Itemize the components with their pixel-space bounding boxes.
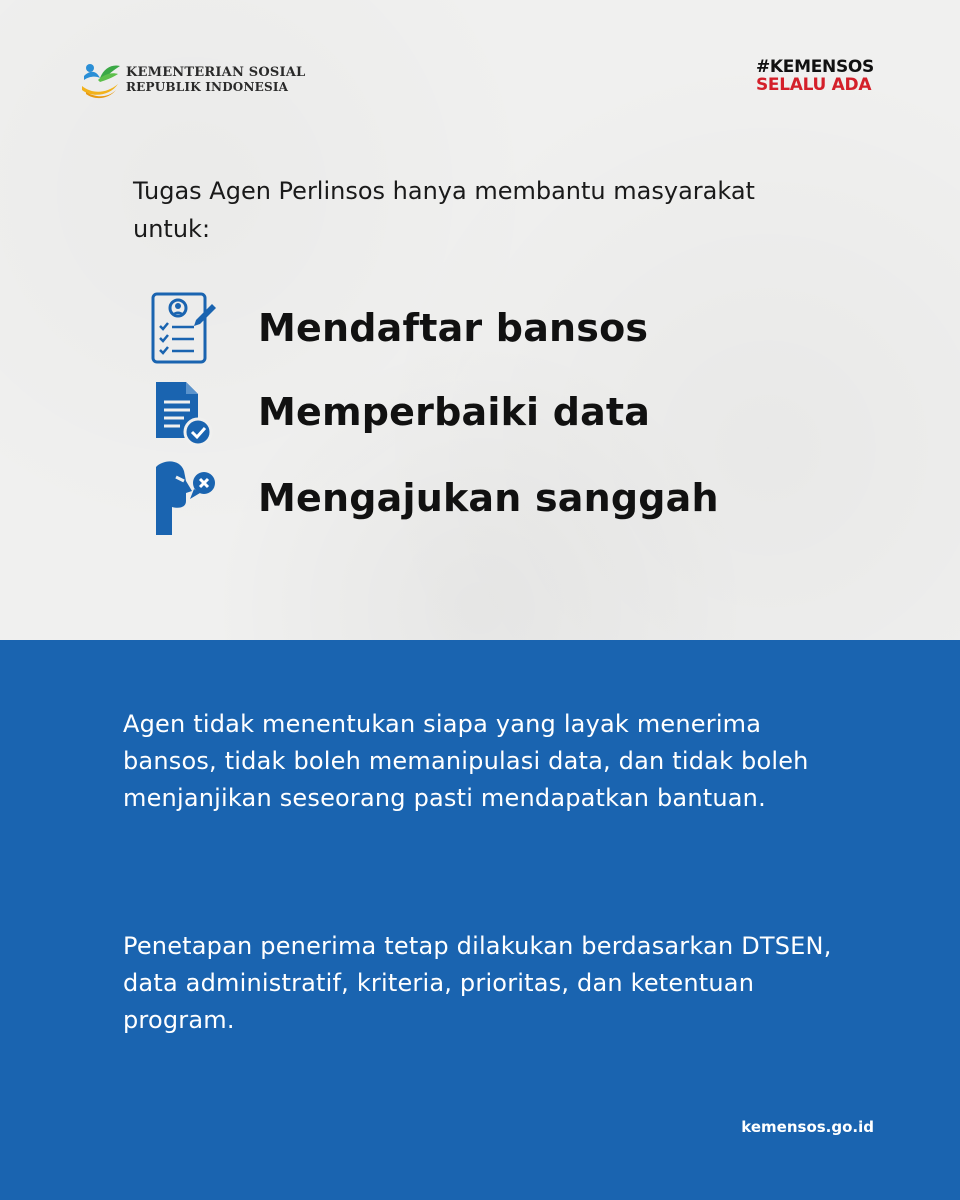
- logo-line-1: KEMENTERIAN SOSIAL: [126, 65, 306, 80]
- logo-line-2: REPUBLIK INDONESIA: [126, 80, 289, 94]
- list-item-objection: [150, 460, 719, 536]
- item-label-objection: Mengajukan sanggah: [258, 476, 719, 520]
- website-link[interactable]: kemensos.go.id: [741, 1118, 874, 1136]
- list-item-fix-data: [150, 374, 651, 450]
- hashtag-line-2: SELALU ADA: [755, 75, 872, 95]
- ministry-logo: [78, 58, 305, 102]
- list-item-register: [150, 290, 649, 366]
- intro-text: Tugas Agen Perlinsos hanya membantu masyarakat untuk:: [133, 177, 755, 243]
- paragraph-agent-limits: Agen tidak menentukan siapa yang layak menerima bansos, tidak boleh memanipulasi data, dan tidak boleh menjanjikan seseorang pasti mendapatkan bantuan.: [123, 710, 809, 812]
- head-speech-x-icon: [150, 460, 216, 536]
- hashtag-line-1: #KEMENSOS: [755, 57, 874, 77]
- campaign-hashtag: [756, 58, 874, 94]
- clipboard-checklist-icon: [150, 290, 216, 366]
- paragraph-recipient-criteria: Penetapan penerima tetap dilakukan berdasarkan DTSEN, data administratif, kriteria, prioritas, dan ketentuan program.: [123, 932, 832, 1034]
- item-label-register: Mendaftar bansos: [258, 306, 649, 350]
- ministry-emblem-icon: [78, 58, 122, 102]
- document-check-icon: [150, 374, 216, 450]
- item-label-fix-data: Memperbaiki data: [258, 390, 651, 434]
